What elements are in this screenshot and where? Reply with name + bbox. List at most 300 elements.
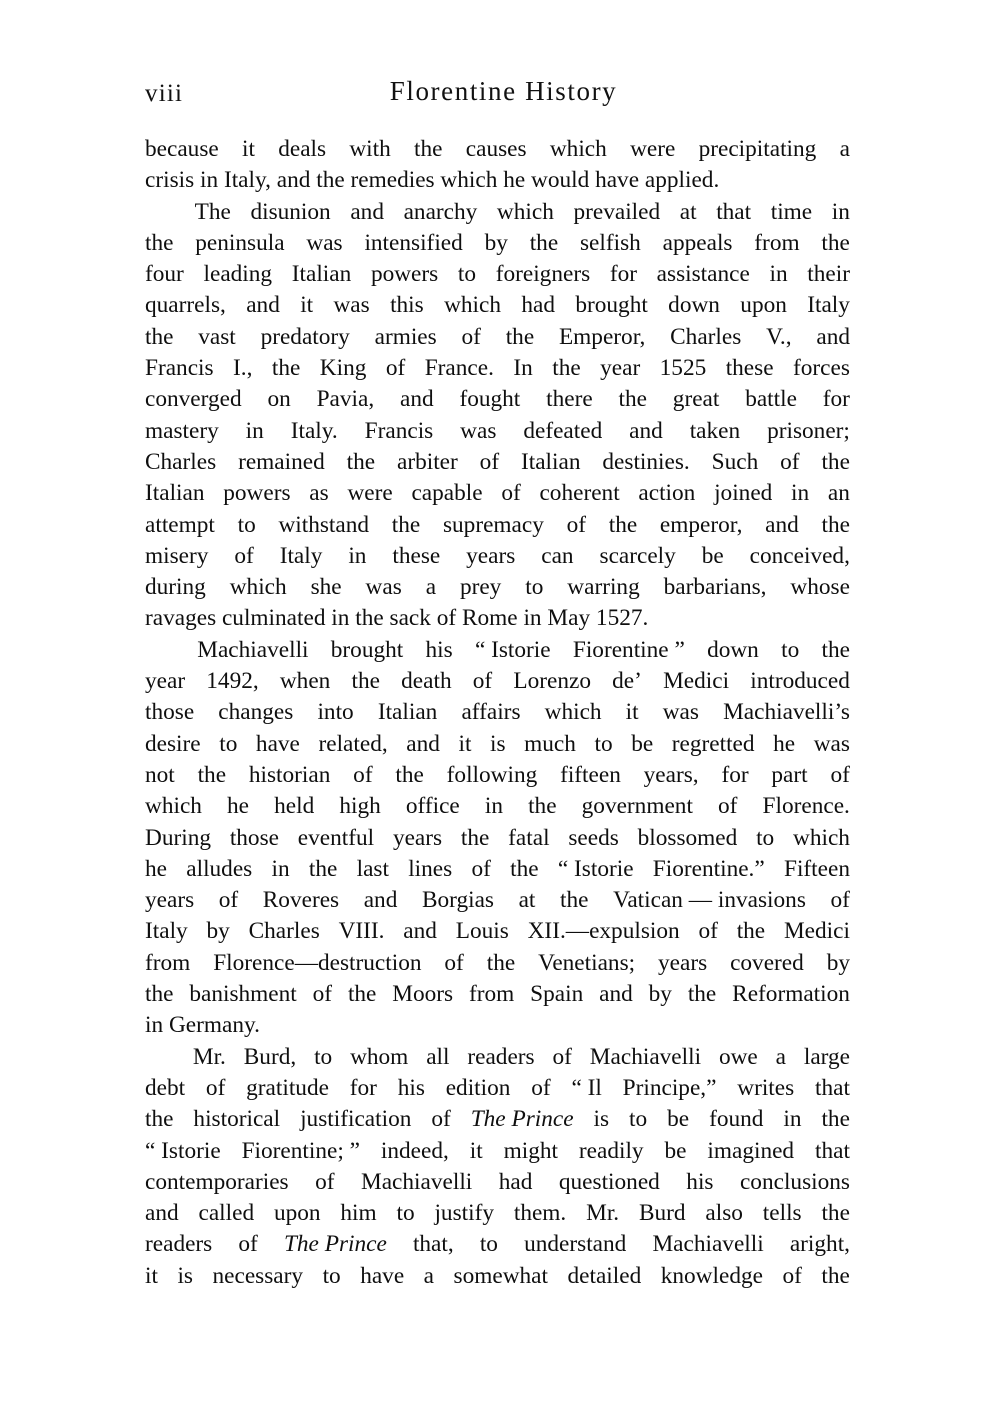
word: the bbox=[821, 1200, 850, 1227]
word: barbarians, bbox=[663, 574, 767, 601]
word: might bbox=[503, 1137, 558, 1164]
word: upon bbox=[740, 292, 787, 319]
word: a bbox=[775, 1043, 786, 1070]
word: deals bbox=[278, 136, 327, 162]
word: of bbox=[718, 793, 738, 820]
word: be bbox=[631, 730, 654, 757]
word: the bbox=[608, 511, 638, 538]
word: when bbox=[279, 668, 331, 695]
word: Italy. bbox=[290, 417, 338, 444]
word: covered bbox=[730, 949, 804, 976]
word: the bbox=[687, 981, 717, 1008]
text-line bbox=[145, 1261, 850, 1292]
word: of bbox=[234, 542, 254, 569]
word: emperor, bbox=[659, 511, 743, 538]
word: forces bbox=[793, 355, 850, 382]
word: him bbox=[340, 1200, 377, 1227]
word: imagined bbox=[707, 1137, 795, 1164]
word: large bbox=[803, 1043, 850, 1070]
text-line bbox=[145, 885, 850, 916]
word: the bbox=[145, 981, 174, 1008]
text-line bbox=[145, 134, 850, 165]
text-line bbox=[145, 1010, 850, 1041]
word: the bbox=[510, 855, 539, 882]
word: the bbox=[821, 229, 850, 256]
text-line bbox=[145, 697, 850, 728]
word: have bbox=[360, 1262, 405, 1289]
word: The Prince bbox=[470, 1106, 574, 1133]
page-number: viii bbox=[145, 80, 184, 107]
word: them. bbox=[513, 1200, 567, 1227]
text-line bbox=[145, 854, 850, 885]
word: for bbox=[822, 386, 850, 413]
text-line bbox=[145, 635, 850, 666]
word: can bbox=[541, 542, 574, 569]
word: Machiavelli’s bbox=[723, 699, 850, 726]
word: down bbox=[707, 636, 759, 663]
word: that bbox=[716, 198, 752, 225]
word: last bbox=[356, 855, 389, 882]
word: of bbox=[444, 949, 464, 976]
word: of bbox=[479, 448, 500, 475]
word: understand bbox=[524, 1231, 627, 1258]
word: which bbox=[549, 136, 607, 162]
word: called bbox=[198, 1200, 255, 1227]
paragraph-indent bbox=[145, 1042, 175, 1073]
word: as bbox=[309, 480, 329, 507]
word: Roveres bbox=[262, 887, 340, 914]
word: to bbox=[219, 730, 238, 757]
word: in bbox=[783, 1106, 802, 1133]
word: contemporaries bbox=[145, 1168, 289, 1195]
word: misery bbox=[145, 542, 209, 569]
word: for bbox=[609, 261, 637, 288]
text-line bbox=[145, 478, 850, 509]
paragraph bbox=[145, 197, 850, 635]
word: by bbox=[826, 949, 850, 976]
word: to bbox=[237, 511, 256, 538]
word: knowledge bbox=[660, 1262, 763, 1289]
word: withstand bbox=[278, 511, 370, 538]
word: Charles bbox=[670, 323, 742, 350]
word: by bbox=[648, 981, 672, 1008]
word: of bbox=[472, 668, 493, 695]
text-line bbox=[145, 979, 850, 1010]
word: to bbox=[781, 636, 800, 663]
word: and bbox=[406, 730, 440, 757]
text-line bbox=[145, 572, 850, 603]
word: lines bbox=[408, 855, 453, 882]
word: predatory bbox=[260, 323, 350, 350]
word: mastery bbox=[145, 417, 219, 444]
word: indeed, bbox=[380, 1137, 449, 1164]
word: Fiorentine; ” bbox=[241, 1137, 360, 1164]
word: into bbox=[317, 699, 354, 726]
word: Charles bbox=[248, 918, 320, 945]
word: remained bbox=[238, 448, 325, 475]
word: somewhat bbox=[453, 1262, 548, 1289]
word: the bbox=[460, 824, 490, 851]
word: warring bbox=[567, 574, 640, 601]
word: from bbox=[469, 981, 515, 1008]
word: and bbox=[765, 511, 799, 538]
word: whose bbox=[790, 574, 850, 601]
word: to bbox=[629, 1106, 648, 1133]
word: it bbox=[469, 1137, 483, 1164]
word: the bbox=[395, 761, 424, 788]
word: of bbox=[238, 1231, 258, 1258]
word: years bbox=[658, 949, 708, 976]
word: which bbox=[544, 699, 602, 726]
text-line bbox=[145, 666, 850, 697]
word: peninsula bbox=[195, 229, 285, 256]
word: was bbox=[333, 292, 370, 319]
word: causes bbox=[465, 136, 527, 162]
word: The Prince bbox=[283, 1231, 387, 1258]
word: of bbox=[471, 855, 491, 882]
word: Burd, bbox=[243, 1043, 297, 1070]
word: writes bbox=[737, 1074, 795, 1101]
word: during bbox=[145, 574, 206, 601]
word: prey bbox=[459, 574, 502, 601]
word: V., bbox=[766, 323, 792, 350]
text-line bbox=[145, 1073, 850, 1104]
word: time bbox=[770, 198, 813, 225]
text-line bbox=[145, 823, 850, 854]
word: following bbox=[446, 761, 538, 788]
word: of bbox=[312, 981, 333, 1008]
word: for bbox=[349, 1074, 377, 1101]
word: with bbox=[349, 136, 391, 162]
word: was bbox=[662, 699, 699, 726]
word: Spain bbox=[530, 981, 584, 1008]
word: “ Istorie bbox=[474, 636, 551, 663]
word: detailed bbox=[567, 1262, 642, 1289]
word: attempt bbox=[145, 511, 215, 538]
word: desire bbox=[145, 730, 201, 757]
word: armies bbox=[374, 323, 437, 350]
word: and bbox=[399, 386, 434, 413]
word: of bbox=[218, 887, 239, 914]
word: that bbox=[815, 1137, 850, 1164]
word: found bbox=[709, 1106, 764, 1133]
word: vast bbox=[198, 323, 236, 350]
word: which bbox=[496, 198, 554, 225]
word: in bbox=[245, 417, 264, 444]
word: government bbox=[581, 793, 693, 820]
word: in bbox=[271, 855, 290, 882]
word: all bbox=[426, 1043, 450, 1070]
word: brought bbox=[575, 292, 648, 319]
word: year bbox=[600, 355, 641, 382]
word: the bbox=[346, 448, 376, 475]
word: Mr. bbox=[192, 1043, 226, 1070]
word: fought bbox=[459, 386, 521, 413]
word: Medici bbox=[783, 918, 850, 945]
text-line bbox=[145, 603, 850, 634]
text-line bbox=[145, 948, 850, 979]
word: disunion bbox=[250, 198, 331, 225]
word: from bbox=[145, 949, 191, 976]
word: by bbox=[484, 229, 508, 256]
word: XII.—expulsion bbox=[527, 918, 680, 945]
word: the bbox=[821, 1106, 850, 1133]
word: to bbox=[594, 730, 613, 757]
word: for bbox=[721, 761, 749, 788]
word: readily bbox=[578, 1137, 644, 1164]
word: of bbox=[698, 918, 718, 945]
word: down bbox=[668, 292, 720, 319]
word: Such bbox=[711, 448, 759, 475]
word: to bbox=[322, 1262, 341, 1289]
word: Fiorentine.” bbox=[652, 855, 765, 882]
word: Lorenzo bbox=[513, 668, 591, 695]
word: Italy bbox=[279, 542, 323, 569]
word: the bbox=[145, 323, 174, 350]
text-line bbox=[145, 322, 850, 353]
word: debt bbox=[145, 1074, 186, 1101]
word: a bbox=[839, 136, 850, 162]
word: seeds bbox=[568, 824, 619, 851]
word: of bbox=[830, 761, 850, 788]
paragraph bbox=[145, 1042, 850, 1292]
word: aright, bbox=[789, 1231, 850, 1258]
word: the bbox=[821, 636, 850, 663]
word: Burd bbox=[638, 1200, 686, 1227]
word: Louis bbox=[455, 918, 509, 945]
word: have bbox=[255, 730, 300, 757]
word: of bbox=[353, 761, 373, 788]
word: not bbox=[145, 761, 175, 788]
word: prisoner; bbox=[767, 417, 850, 444]
word: the bbox=[145, 229, 174, 256]
text-line bbox=[145, 353, 850, 384]
word: and bbox=[145, 1200, 179, 1227]
word: blossomed bbox=[637, 824, 738, 851]
word: assistance bbox=[656, 261, 750, 288]
text-line bbox=[145, 165, 850, 196]
running-head bbox=[145, 74, 848, 114]
word: of bbox=[461, 323, 481, 350]
word: fifteen bbox=[560, 761, 621, 788]
word: this bbox=[390, 292, 424, 319]
word: In bbox=[513, 355, 533, 382]
word: During bbox=[145, 824, 212, 851]
word: de’ bbox=[612, 668, 642, 695]
word: in bbox=[831, 198, 850, 225]
word: of bbox=[501, 480, 521, 507]
word: a bbox=[423, 1262, 435, 1289]
word: related, bbox=[318, 730, 388, 757]
word: that, bbox=[412, 1231, 454, 1258]
word: the bbox=[414, 136, 443, 162]
word: the bbox=[736, 918, 766, 945]
word: France. bbox=[424, 355, 494, 382]
word: tells bbox=[762, 1200, 802, 1227]
word: “ Istorie bbox=[145, 1137, 221, 1164]
word: selfish bbox=[579, 229, 641, 256]
word: it bbox=[625, 699, 639, 726]
word: that bbox=[814, 1074, 850, 1101]
word: office bbox=[405, 793, 460, 820]
word: of bbox=[830, 887, 850, 914]
word: to bbox=[396, 1200, 415, 1227]
word: the bbox=[821, 448, 850, 475]
text-line bbox=[145, 916, 850, 947]
word: readers bbox=[145, 1231, 213, 1258]
word: to bbox=[756, 824, 775, 851]
text-line bbox=[145, 447, 850, 478]
word: were bbox=[630, 136, 676, 162]
word: changes bbox=[218, 699, 294, 726]
word: the bbox=[560, 887, 589, 914]
paragraph bbox=[145, 134, 850, 197]
word: years bbox=[466, 542, 516, 569]
word: and bbox=[403, 918, 437, 945]
word: Charles bbox=[145, 448, 217, 475]
word: powers bbox=[223, 480, 291, 507]
word: owe bbox=[718, 1043, 758, 1070]
word: joined bbox=[714, 480, 773, 507]
text-line bbox=[145, 259, 850, 290]
running-title: Florentine History bbox=[389, 76, 618, 106]
word: to bbox=[525, 574, 544, 601]
text-line bbox=[145, 1198, 850, 1229]
word: at bbox=[518, 887, 536, 914]
word: it bbox=[145, 1262, 158, 1289]
word: because bbox=[145, 136, 219, 162]
word: quarrels, bbox=[145, 292, 226, 319]
word: eventful bbox=[297, 824, 375, 851]
word: the bbox=[486, 949, 516, 976]
word: Italian bbox=[520, 448, 581, 475]
word: had bbox=[521, 292, 555, 319]
text-line bbox=[145, 791, 850, 822]
word: be bbox=[667, 1106, 690, 1133]
word: The bbox=[194, 198, 231, 225]
word: Francis bbox=[145, 355, 214, 382]
word: the bbox=[351, 668, 380, 695]
word: to bbox=[314, 1043, 333, 1070]
word: Francis bbox=[364, 417, 434, 444]
word: the bbox=[505, 323, 535, 350]
word: gratitude bbox=[246, 1074, 329, 1101]
word: was bbox=[365, 574, 402, 601]
word: anarchy bbox=[403, 198, 478, 225]
word: justification bbox=[300, 1106, 412, 1133]
word: the bbox=[197, 761, 227, 788]
word: the bbox=[528, 793, 557, 820]
word: she bbox=[310, 574, 342, 601]
word: Fiorentine ” bbox=[572, 636, 685, 663]
word: necessary bbox=[212, 1262, 304, 1289]
word: years bbox=[392, 824, 443, 851]
word: Pavia, bbox=[316, 386, 375, 413]
word: crisis in Italy, and the remedies which he would have applied. bbox=[145, 167, 720, 194]
word: which bbox=[229, 574, 287, 601]
word: was bbox=[813, 730, 850, 757]
word: Machiavelli bbox=[197, 636, 309, 663]
word: their bbox=[807, 261, 850, 288]
word: Vatican — invasions bbox=[613, 887, 806, 914]
word: of bbox=[552, 1043, 572, 1070]
word: banishment bbox=[189, 981, 297, 1008]
word: action bbox=[638, 480, 696, 507]
word: Mr. bbox=[586, 1200, 620, 1227]
word: Florence—destruction bbox=[213, 949, 422, 976]
text-line bbox=[145, 1229, 850, 1260]
paragraph-indent bbox=[145, 635, 175, 666]
word: conceived, bbox=[749, 542, 850, 569]
word: it bbox=[458, 730, 472, 757]
word: edition bbox=[445, 1074, 511, 1101]
word: taken bbox=[689, 417, 741, 444]
word: whom bbox=[350, 1043, 409, 1070]
word: Machiavelli bbox=[361, 1168, 473, 1195]
word: justify bbox=[434, 1200, 494, 1227]
word: also bbox=[705, 1200, 743, 1227]
text-line bbox=[145, 510, 850, 541]
word: I., bbox=[233, 355, 253, 382]
word: was bbox=[306, 229, 343, 256]
word: Principe,” bbox=[622, 1074, 717, 1101]
word: prevailed bbox=[573, 198, 661, 225]
word: “ Il bbox=[571, 1074, 602, 1101]
word: the bbox=[821, 511, 850, 538]
word: a bbox=[425, 574, 437, 601]
word: the bbox=[347, 981, 377, 1008]
word: alludes bbox=[186, 855, 253, 882]
word: of bbox=[531, 1074, 551, 1101]
text-line bbox=[145, 1104, 850, 1135]
word: in bbox=[769, 261, 788, 288]
word: upon bbox=[273, 1200, 321, 1227]
word: Venetians; bbox=[538, 949, 636, 976]
word: questioned bbox=[558, 1168, 660, 1195]
word: was bbox=[460, 417, 497, 444]
word: the bbox=[271, 355, 301, 382]
word: “ Istorie bbox=[557, 855, 634, 882]
word: death bbox=[401, 668, 452, 695]
word: Machiavelli bbox=[652, 1231, 764, 1258]
word: his bbox=[686, 1168, 714, 1195]
word: of bbox=[385, 355, 406, 382]
word: conclusions bbox=[739, 1168, 850, 1195]
word: and bbox=[816, 323, 850, 350]
word: much bbox=[524, 730, 576, 757]
word: affairs bbox=[461, 699, 521, 726]
word: and bbox=[363, 887, 398, 914]
word: intensified bbox=[364, 229, 463, 256]
word: years, bbox=[643, 761, 699, 788]
word: is bbox=[593, 1106, 610, 1133]
paragraph bbox=[145, 635, 850, 1042]
word: Italian bbox=[145, 480, 205, 507]
word: the bbox=[552, 355, 581, 382]
word: he bbox=[773, 730, 796, 757]
word: foreigners bbox=[495, 261, 591, 288]
word: in bbox=[348, 542, 367, 569]
word: from bbox=[754, 229, 800, 256]
word: those bbox=[145, 699, 195, 726]
word: those bbox=[229, 824, 279, 851]
word: the bbox=[618, 386, 647, 413]
word: appeals bbox=[662, 229, 733, 256]
word: leading bbox=[203, 261, 273, 288]
word: Moors bbox=[392, 981, 454, 1008]
word: his bbox=[397, 1074, 425, 1101]
word: an bbox=[827, 480, 850, 507]
